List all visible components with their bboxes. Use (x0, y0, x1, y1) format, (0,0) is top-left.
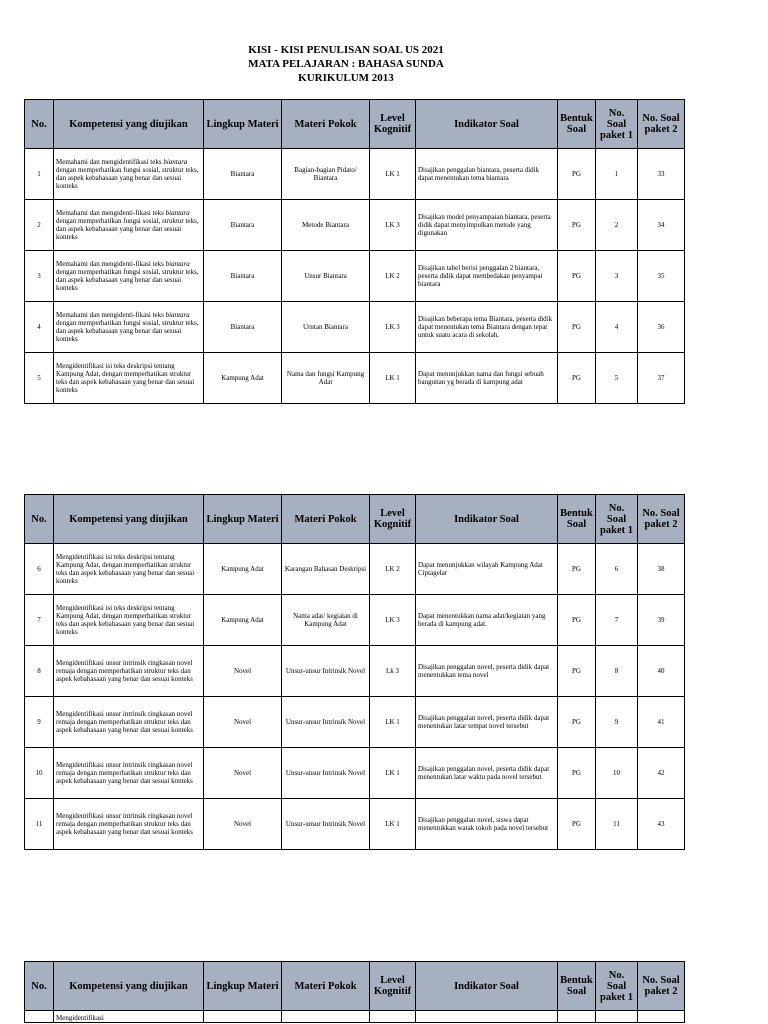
cell-level: LK 1 (370, 149, 416, 200)
cell-bentuk: PG (558, 251, 596, 302)
cell-bentuk: PG (558, 353, 596, 404)
cell-kompetensi: Mengidentifikasi unsur intrinsik ringkasan novel remaja dengan memperhatikan struktur teks dan aspek kebahasaan yang benar dan sesuai konteks (54, 748, 204, 799)
cell-indikator: Dapat menunjukkan nama dan fungsi sebuah bangunan yg berada di kampung adat (416, 353, 558, 404)
table-row (25, 595, 685, 646)
cell-materi: Unsur Biantara (282, 251, 370, 302)
cell-materi: Bagian-bagian Pidato/ Biantara (282, 149, 370, 200)
cell-indikator: Disajikan beberapa tema Biantara, peserta didik dapat menentukan tema Biantara dengan tepat untuk suatu acara di sekolah. (416, 302, 558, 353)
col-level-kognitif: Level Kognitif (370, 495, 416, 544)
cell-materi: Unsur-unsur Intrinsik Novel (282, 748, 370, 799)
cell-kompetensi: Memahami dan mengidenti-fikasi teks biantara dengan memperhatikan fungsi sosial, struktur teks, dan aspek kebahasaan yang benar dan sesuai konteks (54, 302, 204, 353)
col-level-kognitif: Level Kognitif (370, 962, 416, 1011)
cell-paket-1: 4 (596, 302, 638, 353)
cell-paket-1: 10 (596, 748, 638, 799)
cell-no: 6 (25, 544, 54, 595)
cell-paket-2: 42 (638, 748, 685, 799)
col-indikator-soal: Indikator Soal (416, 495, 558, 544)
table-row (25, 646, 685, 697)
col-no-soal-paket-1: No. Soal paket 1 (596, 962, 638, 1011)
col-bentuk-soal: Bentuk Soal (558, 962, 596, 1011)
cell-lingkup: Biantara (204, 200, 282, 251)
table-row (25, 149, 685, 200)
cell-paket-1: 9 (596, 697, 638, 748)
cell-lingkup: Kampung Adat (204, 353, 282, 404)
cell-bentuk: PG (558, 595, 596, 646)
cell-kompetensi: Memahami dan mengidenti-fikasi teks biantara dengan memperhatikan fungsi sosial, struktur teks, dan aspek kebahasaan yang benar dan sesuai konteks (54, 200, 204, 251)
cell-level: LK 3 (370, 595, 416, 646)
col-no-soal-paket-2: No. Soal paket 2 (638, 495, 685, 544)
cell-kompetensi: Mengidentifikasi (54, 1011, 204, 1023)
cell-no: 3 (25, 251, 54, 302)
cell-level: LK 1 (370, 748, 416, 799)
cell-no: 8 (25, 646, 54, 697)
table-row (25, 200, 685, 251)
col-materi-pokok: Materi Pokok (282, 100, 370, 149)
cell-level: LK 1 (370, 353, 416, 404)
cell-no: 1 (25, 149, 54, 200)
doc-title-line-3: KURIKULUM 2013 (298, 72, 394, 84)
cell-materi: Karangan Bahasan Deskripsi (282, 544, 370, 595)
cell-paket-1: 6 (596, 544, 638, 595)
cell-kompetensi: Mengidentifikasi isi teks deskripsi tentang Kampung Adat, dengan memperhatikan struktur teks dan aspek kebahasaan yang benar dan sesuai konteks (54, 595, 204, 646)
col-bentuk-soal: Bentuk Soal (558, 100, 596, 149)
doc-title-line-2: MATA PELAJARAN : BAHASA SUNDA (248, 58, 444, 70)
cell-indikator: Disajikan penggalan novel, peserta didik dapat menentukan latar tempat novel tersebut (416, 697, 558, 748)
cell-paket-1: 5 (596, 353, 638, 404)
cell-no: 9 (25, 697, 54, 748)
cell-no: 5 (25, 353, 54, 404)
cell-materi: Nama dan fungsi Kampung Adat (282, 353, 370, 404)
cell-lingkup: Biantara (204, 149, 282, 200)
cell-kompetensi: Memahami dan mengidentifikasi teks biantara dengan memperhatikan fungsi sosial, struktur teks, dan aspek kebahasaan yang benar dan sesuai konteks (54, 149, 204, 200)
cell-indikator: Dapat menentukkan nama adat/kegiatan yang berada di kampung adat. (416, 595, 558, 646)
cell-lingkup: Kampung Adat (204, 544, 282, 595)
cell-materi: Unsur-unsur Intrinsik Novel (282, 697, 370, 748)
cell-level: LK 3 (370, 302, 416, 353)
cell-indikator: Disajikan model penyampaian biantara, peserta didik dapat menyimpulkan metode yang digunakan (416, 200, 558, 251)
cell-indikator: Disajikan penggalan biantara, peserta didik dapat menentukan tema biantara (416, 149, 558, 200)
kisi-table-1 (24, 99, 685, 404)
col-no-soal-paket-1: No. Soal paket 1 (596, 495, 638, 544)
cell-bentuk: PG (558, 200, 596, 251)
cell-lingkup: Biantara (204, 251, 282, 302)
table-header-row (25, 100, 685, 149)
cell-paket-2: 36 (638, 302, 685, 353)
cell-materi: Urutan Biantara (282, 302, 370, 353)
col-lingkup-materi: Lingkup Materi (204, 495, 282, 544)
cell-bentuk: PG (558, 697, 596, 748)
cell-paket-1: 3 (596, 251, 638, 302)
col-lingkup-materi: Lingkup Materi (204, 100, 282, 149)
table-row (25, 748, 685, 799)
cell-indikator: Disajikan penggalan novel, siswa dapat menentukkan watak tokoh pada novel tersebut (416, 799, 558, 850)
cell-lingkup: Novel (204, 799, 282, 850)
cell-paket-2: 34 (638, 200, 685, 251)
kisi-table-2 (24, 494, 685, 850)
cell-lingkup: Novel (204, 646, 282, 697)
col-lingkup-materi: Lingkup Materi (204, 962, 282, 1011)
cell-materi: Metode Biantara (282, 200, 370, 251)
cell-paket-2: 40 (638, 646, 685, 697)
cell-level: LK 2 (370, 251, 416, 302)
col-materi-pokok: Materi Pokok (282, 495, 370, 544)
kisi-table-3 (24, 961, 685, 1023)
cell-lingkup: Novel (204, 697, 282, 748)
table-row (25, 251, 685, 302)
cell-bentuk: PG (558, 748, 596, 799)
cell-materi: Unsur-unsur Intrinsik Novel (282, 646, 370, 697)
cell-paket-1: 7 (596, 595, 638, 646)
table-row (25, 353, 685, 404)
cell-lingkup: Kampung Adat (204, 595, 282, 646)
cell-no: 4 (25, 302, 54, 353)
table-row (25, 1011, 685, 1023)
cell-kompetensi: Mengidentifikasi unsur intrinsik ringkasan novel remaja dengan memperhatikan struktur teks dan aspek kebahasaan yang benar dan sesuai konteks (54, 697, 204, 748)
cell-paket-2: 37 (638, 353, 685, 404)
table-header-row (25, 962, 685, 1011)
table-header-row (25, 495, 685, 544)
cell-no: 2 (25, 200, 54, 251)
cell-kompetensi: Memahami dan mengidenti-fikasi teks biantara dengan memperhatikan fungsi sosial, struktur teks, dan aspek kebahasaan yang benar dan sesuai konteks (54, 251, 204, 302)
col-no-soal-paket-2: No. Soal paket 2 (638, 962, 685, 1011)
cell-materi: Nama adat/ kegiatan di Kampung Adat (282, 595, 370, 646)
cell-no: 11 (25, 799, 54, 850)
cell-indikator: Disajikan penggalan novel, peserta didik dapat menentukan latar waktu pada novel tersebut (416, 748, 558, 799)
col-kompetensi: Kompetensi yang diujikan (54, 100, 204, 149)
cell-indikator: Disajikan penggalan novel, peserta didik dapat menentukkan tema novel (416, 646, 558, 697)
cell-bentuk: PG (558, 646, 596, 697)
cell-level: Lk 3 (370, 646, 416, 697)
cell-paket-1: 1 (596, 149, 638, 200)
col-kompetensi: Kompetensi yang diujikan (54, 962, 204, 1011)
col-indikator-soal: Indikator Soal (416, 100, 558, 149)
cell-lingkup: Biantara (204, 302, 282, 353)
cell-paket-1: 2 (596, 200, 638, 251)
cell-materi: Unsur-unsur Intrinsik Novel (282, 799, 370, 850)
col-no-soal-paket-2: No. Soal paket 2 (638, 100, 685, 149)
cell-no: 7 (25, 595, 54, 646)
cell-paket-1: 11 (596, 799, 638, 850)
col-no: No. (25, 495, 54, 544)
cell-paket-1: 8 (596, 646, 638, 697)
cell-paket-2: 38 (638, 544, 685, 595)
col-indikator-soal: Indikator Soal (416, 962, 558, 1011)
cell-paket-2: 35 (638, 251, 685, 302)
cell-bentuk: PG (558, 302, 596, 353)
col-no-soal-paket-1: No. Soal paket 1 (596, 100, 638, 149)
cell-kompetensi: Mengidentifikasi isi teks deskripsi tentang Kampung Adat, dengan memperhatikan struktur teks dan aspek kebahasaan yang benar dan sesuai konteks (54, 353, 204, 404)
cell-kompetensi: Mengidentifikasi unsur intrinsik ringkasan novel remaja dengan memperhatikan struktur teks dan aspek kebahasaan yang benar dan sesuai konteks (54, 646, 204, 697)
cell-bentuk: PG (558, 149, 596, 200)
table-row (25, 799, 685, 850)
cell-no: 10 (25, 748, 54, 799)
cell-paket-2: 39 (638, 595, 685, 646)
doc-title-line-1: KISI - KISI PENULISAN SOAL US 2021 (248, 44, 444, 56)
col-no: No. (25, 100, 54, 149)
cell-level: LK 2 (370, 544, 416, 595)
cell-level: LK 3 (370, 200, 416, 251)
cell-bentuk: PG (558, 544, 596, 595)
cell-kompetensi: Mengidentifikasi unsur intrinsik ringkasan novel remaja dengan memperhatikan struktur teks dan aspek kebahasaan yang benar dan sesuai konteks (54, 799, 204, 850)
cell-lingkup: Novel (204, 748, 282, 799)
cell-indikator: Disajikan tabel berisi penggalan 2 biantara, peserta didik dapat membedakan penyampai biantara (416, 251, 558, 302)
table-row (25, 302, 685, 353)
table-row (25, 544, 685, 595)
cell-level: LK 1 (370, 697, 416, 748)
col-kompetensi: Kompetensi yang diujikan (54, 495, 204, 544)
cell-indikator: Dapat menunjukkan wilayah Kampung Adat Ciptagelar (416, 544, 558, 595)
cell-paket-2: 41 (638, 697, 685, 748)
cell-level: LK 1 (370, 799, 416, 850)
cell-bentuk: PG (558, 799, 596, 850)
col-bentuk-soal: Bentuk Soal (558, 495, 596, 544)
col-no: No. (25, 962, 54, 1011)
col-materi-pokok: Materi Pokok (282, 962, 370, 1011)
col-level-kognitif: Level Kognitif (370, 100, 416, 149)
cell-kompetensi: Mengidentifikasi isi teks deskripsi tentang Kampung Adat, dengan memperhatikan struktur teks dan aspek kebahasaan yang benar dan sesuai konteks (54, 544, 204, 595)
table-row (25, 697, 685, 748)
cell-paket-2: 33 (638, 149, 685, 200)
cell-paket-2: 43 (638, 799, 685, 850)
